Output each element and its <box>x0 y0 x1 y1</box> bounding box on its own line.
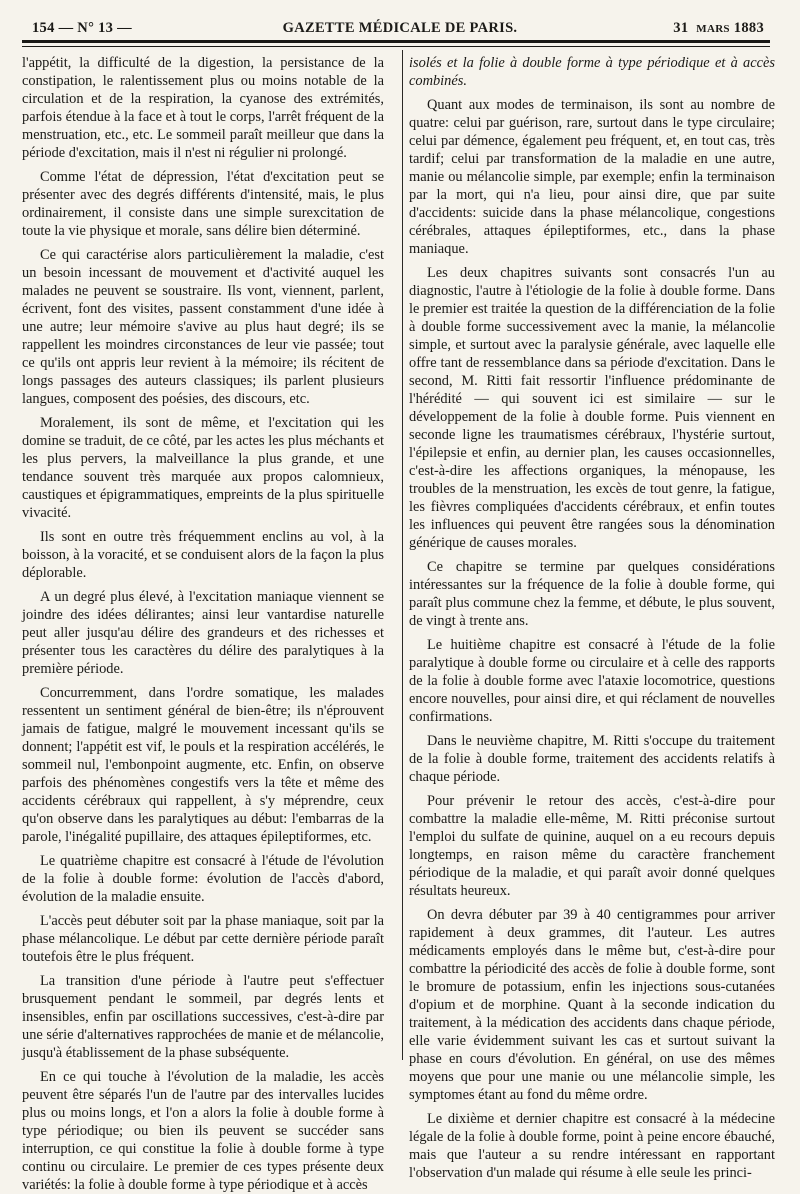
date-month: MARS <box>696 23 730 35</box>
paragraph: La transition d'une période à l'autre peut s'effectuer brusquement pendant le sommeil, par degrés lents et insensibles, enfin par oscillations successives, c'est-à-dire par une série d'alternatives rapprochées de manie et de mélancolie, jusqu'à établissement de la phase subséquente. <box>22 973 384 1061</box>
header-rule-thin <box>22 46 770 47</box>
paragraph: Quant aux modes de terminaison, ils sont au nombre de quatre: celui par guérison, rare, surtout dans le type circulaire; celui par démence, également peu fréquent, et, en tout cas, très tardif; celui par transformation de la maladie en une autre, manie ou mélancolie simple, par exemple; enfin la terminaison par la mort, qui n'a lieu, pour ainsi dire, que par suite d'accidents: suicide dans la phase mélancolique, congestions cérébrales, attaques épileptiformes, etc., dans la phase maniaque. <box>409 97 775 257</box>
issue-date <box>673 20 764 37</box>
paragraph: Ils sont en outre très fréquemment enclins au vol, à la boisson, à la voracité, et se conduisent alors de la façon la plus déplorable. <box>22 529 384 581</box>
paragraph: Le huitième chapitre est consacré à l'étude de la folie paralytique à double forme ou circulaire et à celle des rapports de la folie à double forme avec l'ataxie locomotrice, questions encore nouvelles, pour ainsi dire, et qui réclament de nouvelles confirmations. <box>409 637 775 725</box>
paragraph: A un degré plus élevé, à l'excitation maniaque viennent se joindre des idées délirantes; ainsi leur vantardise naturelle peut aller jusqu'au délire des grandeurs et des richesses et présenter tous les caractères du délire des paralytiques à la première période. <box>22 589 384 677</box>
paragraph: Moralement, ils sont de même, et l'excitation qui les domine se traduit, de ce côté, par les actes les plus méchants et les plus pervers, la malveillance la plus grande, et une tendance souvent très marquée aux propos calomnieux, caustiques et épigrammatiques, empreints de la plus spirituelle vivacité. <box>22 415 384 521</box>
paragraph: On devra débuter par 39 à 40 centigrammes pour arriver rapidement à deux grammes, dit l'auteur. Les autres médicaments employés dans le même but, c'est-à-dire pour combattre la périodicité des accès de folie à double forme, sont le bromure de potassium, enfin les injections sous-cutanées d'opium et de morphine. Quant à la seconde indication du traitement, à la médication des accidents dans chaque période, elle varie évidemment suivant les cas et surtout suivant la phase en cours d'évolution. En général, on use des mêmes moyens que pour une manie ou une mélancolie simple, les symptomes étant au fond du même ordre. <box>409 907 775 1103</box>
paragraph: Le quatrième chapitre est consacré à l'étude de l'évolution de la folie à double forme: évolution de l'accès d'abord, évolution de la maladie ensuite. <box>22 853 384 905</box>
page-header <box>22 14 778 40</box>
paragraph: Pour prévenir le retour des accès, c'est-à-dire pour combattre la maladie elle-même, M. Ritti préconise surtout l'emploi du sulfate de quinine, auquel on a eu recours depuis longtemps, en raison même du caractère franchement périodique de la maladie, et qui paraît avoir donné quelques résultats heureux. <box>409 793 775 899</box>
paragraph: L'accès peut débuter soit par la phase maniaque, soit par la phase mélancolique. Le début par cette dernière période paraît toutefois être le plus fréquent. <box>22 913 384 965</box>
page-number: 154 — N° 13 — <box>32 20 132 36</box>
date-year: 1883 <box>733 20 764 36</box>
paragraph: Comme l'état de dépression, l'état d'excitation peut se présenter avec des degrés différents d'intensité, mais, le plus ordinairement, il consiste dans une simple surexcitation de toute la vie physique et morale, sans délire bien déterminé. <box>22 169 384 239</box>
right-column <box>409 54 775 1181</box>
paragraph: Ce qui caractérise alors particulièrement la maladie, c'est un besoin incessant de mouvement et d'activité auquel les malades ne peuvent se soustraire. Ils vont, viennent, parlent, écrivent, font des visites, passent constamment d'une idée à une autre; leur mémoire s'avive au plus haut degré; ils se rappellent les moindres circonstances de leur vie passée; tout ce qu'ils ont appris leur revient à la mémoire; ils récitent de longs passages des auteurs classiques; ils parlent plusieurs langues, composent des poésies, des discours, etc. <box>22 247 384 407</box>
paragraph: isolés et la folie à double forme à type périodique et à accès combinés. <box>409 55 775 89</box>
paragraph: Les deux chapitres suivants sont consacrés l'un au diagnostic, l'autre à l'étiologie de la folie à double forme. Dans le premier est traitée la question de la différenciation de la folie à double forme successivement avec la manie, la mélancolie simple, et surtout avec la paralysie générale, avec laquelle elle offre tant de ressemblance dans sa période d'excitation. Dans le second, M. Ritti fait ressortir l'influence prédominante de l'hérédité — qui souvent ici est similaire — sur le développement de la folie à double forme. Puis viennent en seconde ligne les traumatismes cérébraux, l'hystérie surtout, l'épilepsie et enfin, au dernier plan, les causes occasionnelles, c'est-à-dire les affections organiques, la ménopause, les troubles de la menstruation, les excès de tout genre, la fatigue, les fièvres compliquées d'accidents cérébraux, et enfin toutes les influences qui peuvent être rangées sous la dénomination générique de causes morales. <box>409 265 775 551</box>
paragraph: En ce qui touche à l'évolution de la maladie, les accès peuvent être séparés l'un de l'autre par des intervalles lucides plus ou moins longs, et l'on a alors la folie à double forme à type périodique; ou bien ils peuvent se succéder sans interruption, ce qui constitue la folie à double forme à type continu ou circulaire. Le premier de ces types présente deux variétés: la folie à double forme à type périodique et à accès <box>22 1069 384 1193</box>
column-divider <box>402 50 403 1060</box>
left-column <box>22 54 384 1193</box>
paragraph: Dans le neuvième chapitre, M. Ritti s'occupe du traitement de la folie à double forme, traitement des accidents relatifs à chaque période. <box>409 733 775 785</box>
paragraph: Ce chapitre se termine par quelques considérations intéressantes sur la fréquence de la folie à double forme, qui paraît plus commune chez la femme, et débute, le plus souvent, de vingt à trente ans. <box>409 559 775 629</box>
paragraph: l'appétit, la difficulté de la digestion, la persistance de la constipation, le ralentissement plus ou moins notable de la circulation et de la respiration, la cyanose des extrémités, parfois étendue à la face et à tout le corps, l'arrêt fréquent de la menstruation, etc., etc. Le sommeil paraît meilleur que dans la période d'excitation, mais il n'est ni régulier ni prolongé. <box>22 55 384 161</box>
paragraph: Concurremment, dans l'ordre somatique, les malades ressentent un sentiment général de bien-être; ils n'éprouvent jamais de fatigue, malgré le mouvement incessant qu'ils se donnent; l'appétit est vif, le pouls et la respiration accélérés, le sommeil nul, l'embonpoint augmente, etc. Enfin, on observe parfois des phénomènes congestifs vers la tête et même des accidents cérébraux qui rappellent, à s'y méprendre, ceux qu'on observe dans les paralytiques au début: l'embarras de la parole, l'inégalité pupillaire, des attaques épileptiformes, etc. <box>22 685 384 845</box>
paragraph: Le dixième et dernier chapitre est consacré à la médecine légale de la folie à double forme, point à peine encore ébauché, mais que l'auteur a su rendre intéressant en rapportant l'observation d'un malade qui résume à elle seule les princi- <box>409 1111 775 1181</box>
date-day: 31 <box>673 20 689 36</box>
journal-title: GAZETTE MÉDICALE DE PARIS. <box>282 20 518 36</box>
header-rule-thick <box>22 40 770 43</box>
